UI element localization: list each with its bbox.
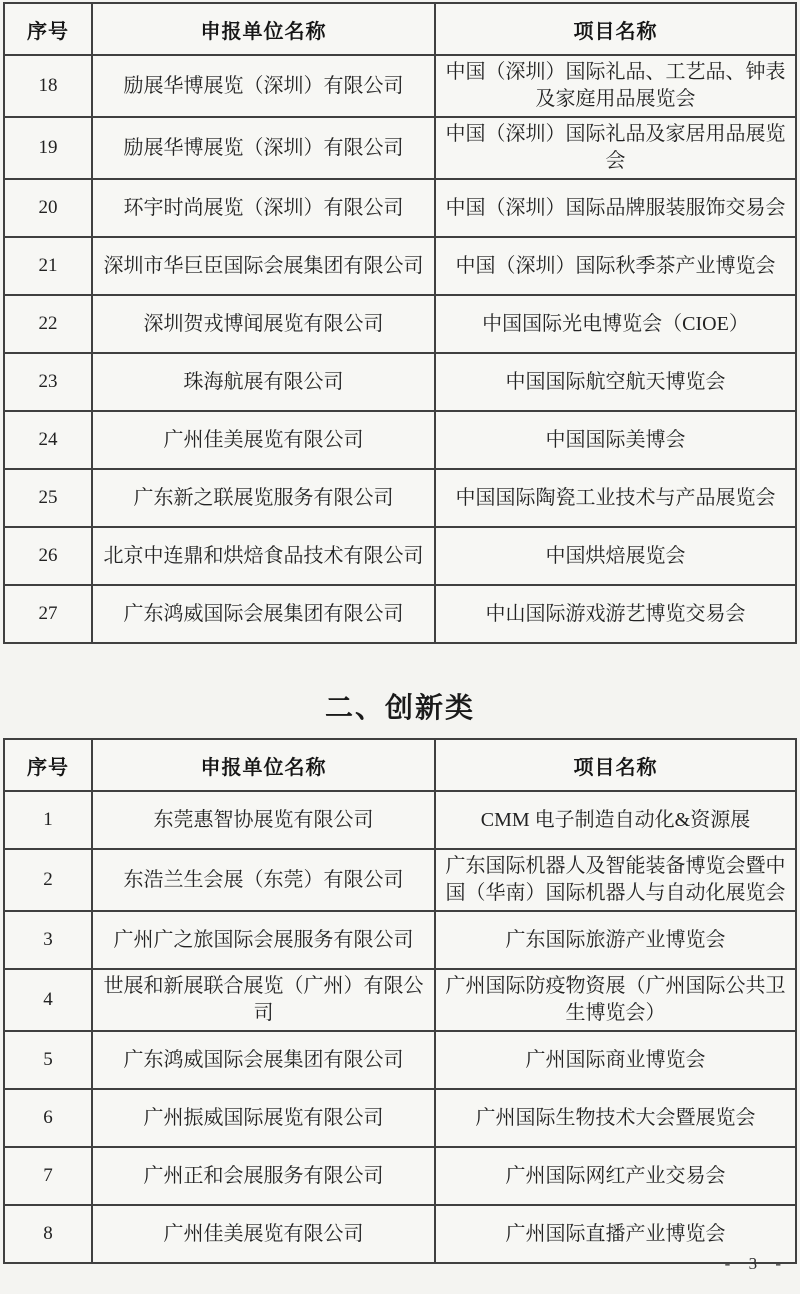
table1-body: [4, 55, 796, 643]
cell-company-name: 广东鸿威国际会展集团有限公司: [92, 1031, 435, 1089]
cell-seq-number: 25: [4, 469, 92, 527]
table-row: [4, 179, 796, 237]
cell-project-name: 广东国际旅游产业博览会: [435, 911, 796, 969]
cell-project-name: 广州国际防疫物资展（广州国际公共卫生博览会）: [435, 969, 796, 1031]
table-row: [4, 55, 796, 117]
cell-project-name: 中国国际美博会: [435, 411, 796, 469]
cell-company-name: 广州振威国际展览有限公司: [92, 1089, 435, 1147]
table-row: [4, 585, 796, 643]
cell-company-name: 北京中连鼎和烘焙食品技术有限公司: [92, 527, 435, 585]
table2-body: [4, 791, 796, 1263]
cell-project-name: 中国（深圳）国际品牌服装服饰交易会: [435, 179, 796, 237]
table-row: [4, 849, 796, 911]
cell-seq-number: 26: [4, 527, 92, 585]
cell-seq-number: 23: [4, 353, 92, 411]
table-row: [4, 117, 796, 179]
cell-company-name: 东浩兰生会展（东莞）有限公司: [92, 849, 435, 911]
innovation-category-table: [3, 738, 797, 1264]
table-row: [4, 1089, 796, 1147]
cell-seq-number: 8: [4, 1205, 92, 1263]
cell-project-name: 中山国际游戏游艺博览交易会: [435, 585, 796, 643]
cell-seq-number: 21: [4, 237, 92, 295]
cell-company-name: 广州佳美展览有限公司: [92, 1205, 435, 1263]
table-row: [4, 1147, 796, 1205]
table-row: [4, 527, 796, 585]
cell-project-name: CMM 电子制造自动化&资源展: [435, 791, 796, 849]
cell-seq-number: 2: [4, 849, 92, 911]
table2-header-seq: 序号: [4, 739, 92, 791]
cell-project-name: 中国（深圳）国际礼品、工艺品、钟表及家庭用品展览会: [435, 55, 796, 117]
table-row: [4, 237, 796, 295]
cell-seq-number: 3: [4, 911, 92, 969]
cell-seq-number: 20: [4, 179, 92, 237]
cell-company-name: 东莞惠智协展览有限公司: [92, 791, 435, 849]
cell-project-name: 广州国际生物技术大会暨展览会: [435, 1089, 796, 1147]
cell-company-name: 深圳市华巨臣国际会展集团有限公司: [92, 237, 435, 295]
cell-company-name: 广东鸿威国际会展集团有限公司: [92, 585, 435, 643]
cell-company-name: 珠海航展有限公司: [92, 353, 435, 411]
table1-header-seq: 序号: [4, 3, 92, 55]
table-row: [4, 411, 796, 469]
cell-company-name: 励展华博展览（深圳）有限公司: [92, 55, 435, 117]
cell-project-name: 中国国际陶瓷工业技术与产品展览会: [435, 469, 796, 527]
section-heading-innovation-category: 二、创新类: [324, 692, 475, 723]
table-row: [4, 911, 796, 969]
table-row: [4, 791, 796, 849]
cell-seq-number: 22: [4, 295, 92, 353]
cell-seq-number: 6: [4, 1089, 92, 1147]
cell-project-name: 中国烘焙展览会: [435, 527, 796, 585]
table2-header-company: 申报单位名称: [92, 739, 435, 791]
cell-project-name: 广州国际直播产业博览会: [435, 1205, 796, 1263]
table2-header-row: [4, 739, 796, 791]
cell-project-name: 中国国际光电博览会（CIOE）: [435, 295, 796, 353]
cell-project-name: 广州国际商业博览会: [435, 1031, 796, 1089]
cell-company-name: 广州正和会展服务有限公司: [92, 1147, 435, 1205]
cell-company-name: 环宇时尚展览（深圳）有限公司: [92, 179, 435, 237]
category1-table-continued: [3, 2, 797, 644]
table-row: [4, 1205, 796, 1263]
cell-company-name: 励展华博展览（深圳）有限公司: [92, 117, 435, 179]
page-number: - 3 -: [724, 1254, 784, 1273]
cell-project-name: 中国国际航空航天博览会: [435, 353, 796, 411]
cell-seq-number: 27: [4, 585, 92, 643]
cell-project-name: 中国（深圳）国际礼品及家居用品展览会: [435, 117, 796, 179]
cell-seq-number: 1: [4, 791, 92, 849]
cell-seq-number: 24: [4, 411, 92, 469]
cell-seq-number: 5: [4, 1031, 92, 1089]
cell-project-name: 广州国际网红产业交易会: [435, 1147, 796, 1205]
cell-company-name: 世展和新展联合展览（广州）有限公司: [92, 969, 435, 1031]
cell-project-name: 广东国际机器人及智能装备博览会暨中国（华南）国际机器人与自动化展览会: [435, 849, 796, 911]
table-row: [4, 969, 796, 1031]
table-row: [4, 1031, 796, 1089]
cell-company-name: 广东新之联展览服务有限公司: [92, 469, 435, 527]
table1-header-company: 申报单位名称: [92, 3, 435, 55]
cell-project-name: 中国（深圳）国际秋季茶产业博览会: [435, 237, 796, 295]
table-row: [4, 295, 796, 353]
table2-header-project: 项目名称: [435, 739, 796, 791]
cell-company-name: 广州广之旅国际会展服务有限公司: [92, 911, 435, 969]
table-row: [4, 353, 796, 411]
cell-seq-number: 18: [4, 55, 92, 117]
cell-company-name: 深圳贺戎博闻展览有限公司: [92, 295, 435, 353]
table1-header-row: [4, 3, 796, 55]
cell-company-name: 广州佳美展览有限公司: [92, 411, 435, 469]
cell-seq-number: 19: [4, 117, 92, 179]
table-row: [4, 469, 796, 527]
cell-seq-number: 4: [4, 969, 92, 1031]
table1-header-project: 项目名称: [435, 3, 796, 55]
cell-seq-number: 7: [4, 1147, 92, 1205]
